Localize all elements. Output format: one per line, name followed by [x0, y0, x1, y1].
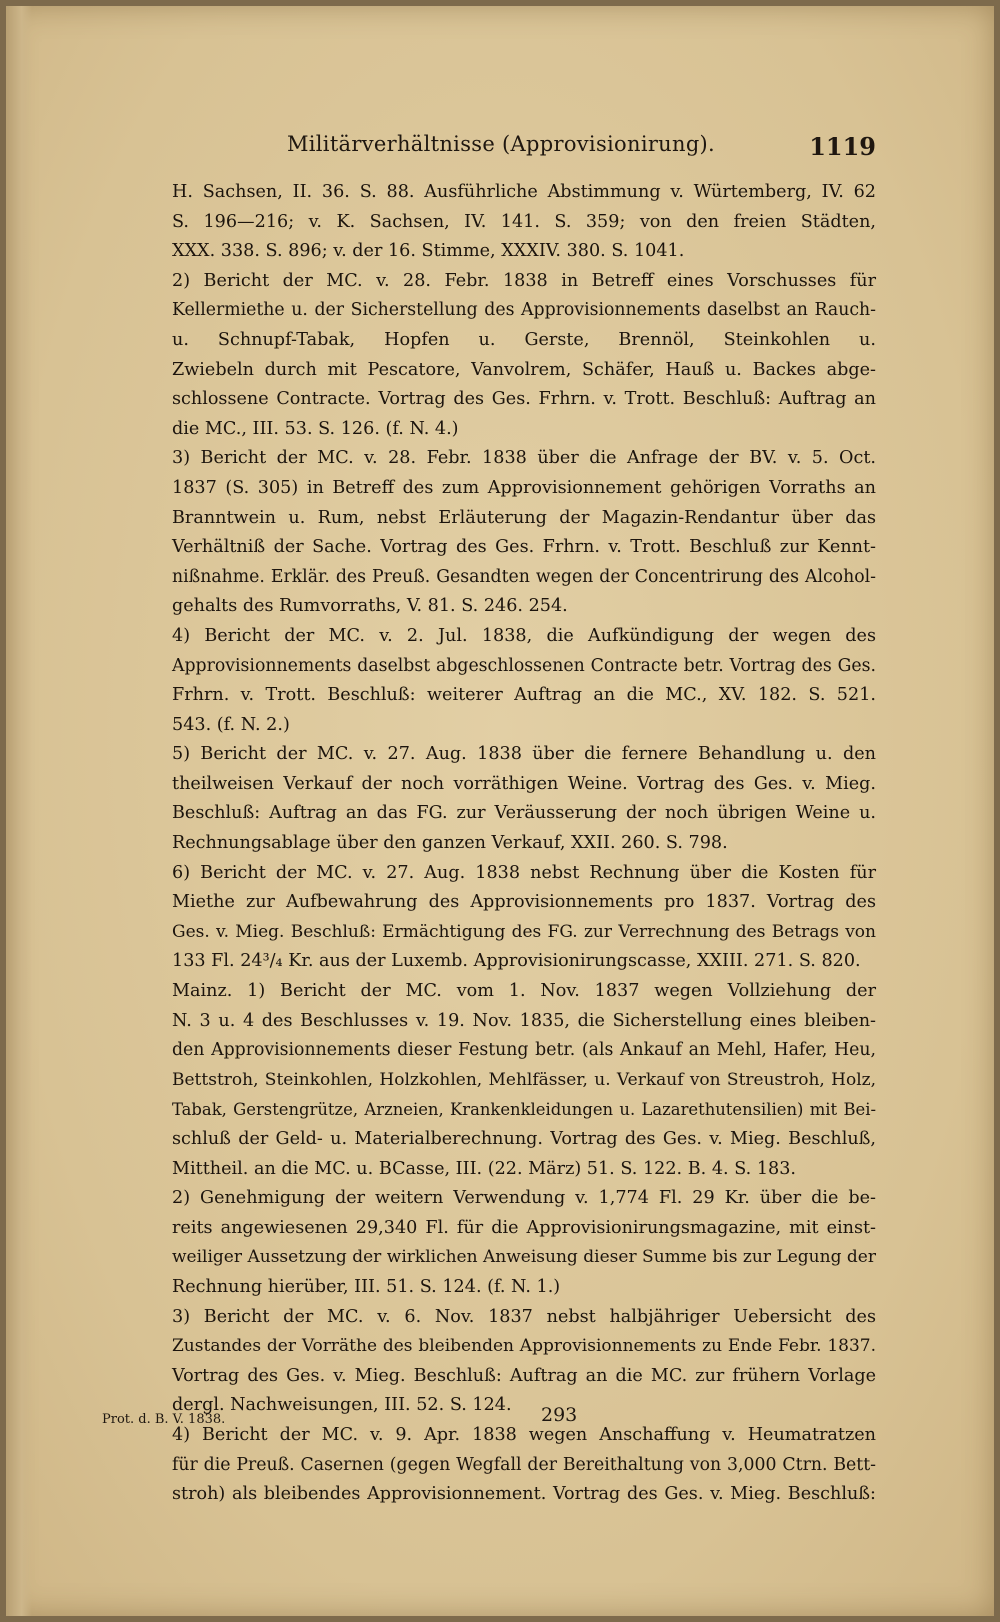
text-line: N. 3 u. 4 des Beschlusses v. 19. Nov. 1835, die Sicherstellung eines bleiben- — [172, 1010, 876, 1031]
page-header — [126, 132, 876, 166]
footer-sheet-number: 293 — [541, 1404, 578, 1426]
text-line: stroh) als bleibendes Approvisionnement. Vortrag des Ges. v. Mieg. Beschluß: — [172, 1484, 876, 1505]
text-line: Zwiebeln durch mit Pescatore, Vanvolrem, Schäfer, Hauß u. Backes abge- — [172, 359, 876, 380]
text-line: Kellermiethe u. der Sicherstellung des Approvisionnements daselbst an Rauch- — [172, 300, 876, 321]
text-line: Tabak, Gerstengrütze, Arzneien, Krankenkleidungen u. Lazarethutensilien) mit Bei- — [172, 1100, 876, 1120]
text-line: den Approvisionnements dieser Festung betr. (als Ankauf an Mehl, Hafer, Heu, — [172, 1040, 876, 1061]
text-line: 3) Bericht der MC. v. 6. Nov. 1837 nebst halbjähriger Uebersicht des — [172, 1306, 876, 1327]
text-line: H. Sachsen, II. 36. S. 88. Ausführliche Abstimmung v. Würtemberg, IV. 62 — [172, 182, 876, 202]
text-line: 4) Bericht der MC. v. 2. Jul. 1838, die Aufkündigung der wegen des — [172, 625, 876, 646]
running-head: Militärverhältnisse (Approvisionirung). — [286, 132, 716, 156]
text-line: 133 Fl. 24³/₄ Kr. aus der Luxemb. Approvisionirungscasse, XXIII. 271. S. 820. — [172, 951, 861, 972]
text-line: Branntwein u. Rum, nebst Erläuterung der Magazin-Rendantur über das — [172, 507, 876, 528]
text-line: nißnahme. Erklär. des Preuß. Gesandten wegen der Concentrirung des Alcohol- — [172, 566, 876, 587]
text-line: S. 196—216; v. K. Sachsen, IV. 141. S. 359; von den freien Städten, — [172, 211, 876, 232]
text-line: Rechnungsablage über den ganzen Verkauf, XXII. 260. S. 798. — [172, 833, 728, 854]
text-line: reits angewiesenen 29,340 Fl. für die Approvisionirungsmagazine, mit einst- — [172, 1217, 876, 1238]
index-body-text — [172, 178, 876, 1510]
text-line: schluß der Geld- u. Materialberechnung. Vortrag des Ges. v. Mieg. Beschluß, — [172, 1129, 876, 1149]
text-line: Miethe zur Aufbewahrung des Approvisionnements pro 1837. Vortrag des — [172, 892, 876, 913]
text-line: Frhrn. v. Trott. Beschluß: weiterer Auftrag an die MC., XV. 182. S. 521. — [172, 685, 876, 706]
text-line: die MC., III. 53. S. 126. (f. N. 4.) — [172, 418, 459, 439]
text-line: Vortrag des Ges. v. Mieg. Beschluß: Auftrag an die MC. zur frühern Vorlage — [172, 1365, 876, 1386]
text-line: Mainz. 1) Bericht der MC. vom 1. Nov. 1837 wegen Vollziehung der — [172, 981, 876, 1002]
text-line: Zustandes der Vorräthe des bleibenden Approvisionnements zu Ende Febr. 1837. — [172, 1336, 876, 1357]
text-line: 3) Bericht der MC. v. 28. Febr. 1838 über die Anfrage der BV. v. 5. Oct. — [172, 448, 876, 469]
footer-signature: Prot. d. B. V. 1838. — [102, 1412, 226, 1427]
text-line: gehalts des Rumvorraths, V. 81. S. 246. 254. — [172, 596, 568, 617]
page-binding-shadow — [6, 6, 32, 1616]
text-line: für die Preuß. Casernen (gegen Wegfall der Bereithaltung von 3,000 Ctrn. Bett- — [172, 1454, 876, 1475]
text-line: 2) Bericht der MC. v. 28. Febr. 1838 in Betreff eines Vorschusses für — [172, 270, 876, 291]
text-line: 543. (f. N. 2.) — [172, 714, 290, 735]
text-line: theilweisen Verkauf der noch vorräthigen Weine. Vortrag des Ges. v. Mieg. — [172, 773, 876, 794]
text-line: XXX. 338. S. 896; v. der 16. Stimme, XXXIV. 380. S. 1041. — [172, 241, 685, 262]
text-line: Mittheil. an die MC. u. BCasse, III. (22. März) 51. S. 122. B. 4. S. 183. — [172, 1158, 797, 1179]
text-line: schlossene Contracte. Vortrag des Ges. Frhrn. v. Trott. Beschluß: Auftrag an — [172, 389, 876, 410]
text-line: 1837 (S. 305) in Betreff des zum Approvisionnement gehörigen Vorraths an — [172, 477, 876, 498]
text-line: Rechnung hierüber, III. 51. S. 124. (f. N. 1.) — [172, 1276, 561, 1297]
text-line: 4) Bericht der MC. v. 9. Apr. 1838 wegen Anschaffung v. Heumatratzen — [172, 1424, 876, 1445]
text-line: Ges. v. Mieg. Beschluß: Ermächtigung des FG. zur Verrechnung des Betrags von — [172, 921, 876, 942]
text-line: Verhältniß der Sache. Vortrag des Ges. Frhrn. v. Trott. Beschluß zur Kennt- — [172, 537, 876, 558]
text-line: 5) Bericht der MC. v. 27. Aug. 1838 über die fernere Behandlung u. den — [172, 744, 876, 765]
text-line: Bettstroh, Steinkohlen, Holzkohlen, Mehlfässer, u. Verkauf von Streustroh, Holz, — [172, 1069, 876, 1090]
book-page — [6, 6, 994, 1616]
text-line: weiliger Aussetzung der wirklichen Anweisung dieser Summe bis zur Legung der — [172, 1247, 876, 1268]
text-line: Approvisionnements daselbst abgeschlossenen Contracte betr. Vortrag des Ges. — [172, 655, 876, 676]
text-line: Beschluß: Auftrag an das FG. zur Veräusserung der noch übrigen Weine u. — [172, 803, 876, 824]
page-number: 1119 — [809, 132, 876, 161]
text-line: 2) Genehmigung der weitern Verwendung v. 1,774 Fl. 29 Kr. über die be- — [172, 1188, 876, 1209]
text-line: dergl. Nachweisungen, III. 52. S. 124. — [172, 1395, 512, 1416]
text-line: u. Schnupf-Tabak, Hopfen u. Gerste, Brennöl, Steinkohlen u. — [172, 329, 876, 350]
text-line: 6) Bericht der MC. v. 27. Aug. 1838 nebst Rechnung über die Kosten für — [172, 862, 876, 883]
